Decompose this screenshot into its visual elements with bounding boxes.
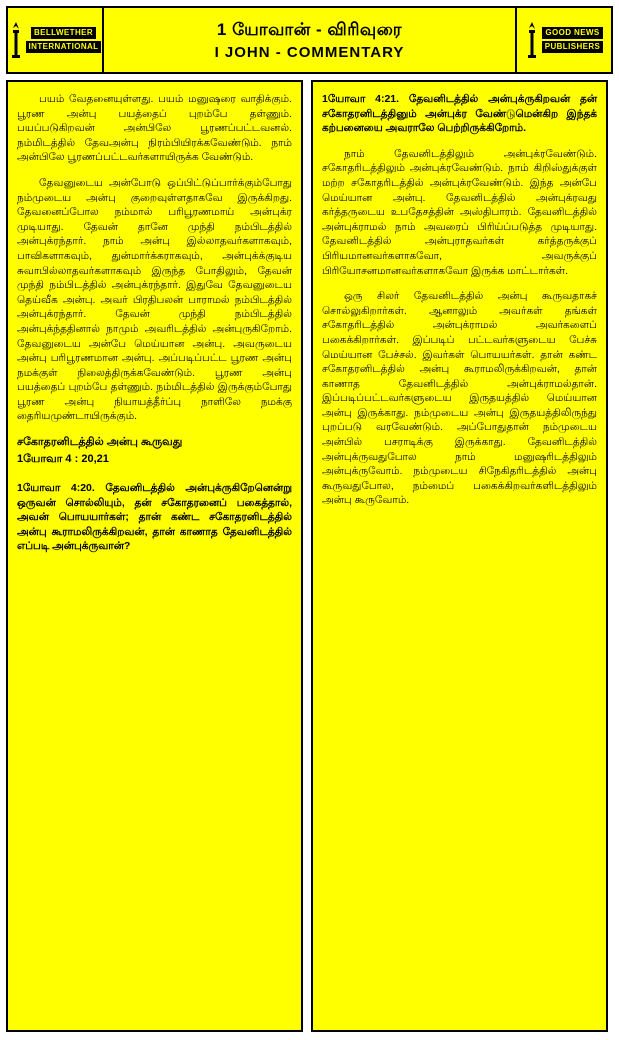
body-columns (6, 80, 613, 1032)
torch-icon (9, 21, 23, 59)
body-paragraph: நாம் தேவனிடத்திலும் அன்புக்ரவேண்டும். சகோதரிடத்திலும் அன்புக்ரவேண்டும். நாம் கிறிஸ்துக்குள் மற்ற சகோதரிடத்தில் அன்புக்ரவேண்டும். இந்த அன்பே மெய்யான அன்பு. தேவனிடத்தில் அன்புக்ரவது கர்த்தருடைய உபதேசத்தின் அஸ்திபாரம். தேவனிடத்தில் அன்புக்ராமல் நாம் அவரைப் பிரிய்ப்படுத்த முடியாது. தேவனிடத்தில் அன்புராதவர்கள் கர்த்தருக்குப் பிரியமானவர்களாகவோ, அவருக்குப் பிரியோசனமானவர்களாகவோ இருக்க மாட்டார்கள். (322, 147, 597, 277)
page-title-tamil: 1 யோவான் - விரிவுரை (216, 19, 403, 39)
logo-line-1: BELLWETHER (31, 27, 96, 39)
torch-icon (525, 21, 539, 59)
good-news-publishers-logo (515, 8, 611, 72)
page-title-english: I JOHN - COMMENTARY (214, 43, 405, 61)
scripture-reference: 1யோவா 4:21. தேவனிடத்தில் அன்புக்ருகிறவன் தன் சகோதரனிடத்தினும் அன்புக்ர வேண்டுமென்கிற இந்தக் கற்பனையை அவராலே பெற்றிருக்கிறோம். (322, 93, 597, 135)
logo-line-1: GOOD NEWS (542, 27, 602, 39)
page-header (6, 6, 613, 74)
bellwether-international-logo (8, 8, 104, 72)
body-paragraph: ஒரு சிலர் தேவனிடத்தில் அன்பு கூருவதாகச் சொல்லுகிறார்கள். ஆனாலும் அவர்கள் தங்கள் சகோதரிடத்தில் அன்புக்ராமல் அவர்களைப் பகைக்கிறார்கள். இப்படிப் பட்டவர்களுடைய பேச்சு மெய்யான பேச்சல். இவர்கள் பொயயர்கள். தான் கண்ட சகோதரனிடத்தில் அன்பு கூராமலிருக்கிறவன், தான் காணாத தேவனிடத்தில் அன்புக்ராமல்தான். இப்படிப்பட்டவர்களுடைய இருதயத்தில் மெய்யான அன்பு இருக்காது. நம்முடைய அன்பு இருதயத்திலிருந்து புறப்படு வரவேண்டும். அப்போதுதான் நம்முடைய அன்பில் பசராடிக்கு இருக்காது. தேவனிடத்தில் அன்புக்ருவதுபோல நாம் மனுஷரிடத்திலும் அன்புக்ருவோம். நம்முடைய சிநேகிதரிடத்தில் அன்பு கூருவதுபோல, நம்மைப் பகைக்கிறவர்களிடத்திலும் அன்பு கூருவோம். (322, 290, 597, 507)
scripture-reference: 1யோவா 4:20. தேவனிடத்தில் அன்புக்ருகிறேனென்று ஒருவன் சொல்லியும், தன் சகோதரனைப் பகைத்தால், அவன் பொயயார்கள்; தான் கண்ட சகோதரனிடத்தில் அன்பு கூராமலிருக்கிறவன், தான் காணாத தேவனிடத்தில் எப்படி அன்புக்ருவான்? (17, 482, 292, 553)
right-column (311, 80, 608, 1032)
left-column (6, 80, 303, 1032)
section-heading: சகோதரனிடத்தில் அன்பு கூருவது (17, 436, 183, 449)
logo-line-2: PUBLISHERS (542, 41, 604, 53)
body-paragraph: தேவனுடைய அன்போடு ஒப்பிட்டுப்பார்க்கும்போது நம்முடைய அன்பு குறைவுள்ளதாகவே இருக்கிறது. தேவனைப்போல நம்மால் பரிபூரணமாய் அன்புக்ர முடியாது. தேவன் தானே முந்தி நம்பிடத்தில் அன்புக்ரந்தார். நாம் அன்பு இல்லாதவர்களாகவும், பாவிகளாகவும், துன்மார்க்கராகவும், அன்புக்க்குடிய சுவாபில்லாதவர்களாகவும் இருந்த போதிலும், தேவன் முந்தி நம்பிடத்தில் அன்புக்ரந்தார். இதுவே தேவனுடைய தெய்வீக அன்பு. அவர் பிரதிபலன் பாராமல் நம்பிடத்தில் அன்புக்ரந்தார். தேவன் முந்தி நம்பிடத்தில் அன்புக்ந்ததினால் நாமும் அவரிடத்தில் அன்புருகிறோம். தேவனுடைய அன்பே மெய்யான அன்பு. அவருடைய அன்பு பரிபூரணமான அன்பு. அப்படிப்பட்ட பூரண அன்பு நமக்குள் நிலைத்திருக்கவேண்டும். பூரண அன்பு பயத்தைப் புறம்பே தள்ணும். நம்மிடத்தில் இருக்கும்போது பூரண அன்பு நியாயத்தீர்ப்பு நாளிலே நமக்கு தைரியமுண்டாயிருக்கும். (17, 176, 292, 423)
body-paragraph: பயம் வேதனையுள்ளது. பயம் மனுஷரை வாதிக்கும். பூரண அன்பு பயத்தைப் புறம்பே தள்ணும். பயப்படுகிறவன் அன்பிலே பூரணப்பட்டவனல். நம்மிடத்தில் தேவஅன்பு நிரம்பியிரக்கவேண்டும். நாம் அன்பிலே பூரணப்பட்டவர்களாயிருக்க வேண்டும். (17, 93, 292, 164)
title-block (104, 8, 515, 72)
section-heading: 1யோவா 4 : 20,21 (17, 453, 109, 466)
logo-line-2: INTERNATIONAL (26, 41, 102, 53)
